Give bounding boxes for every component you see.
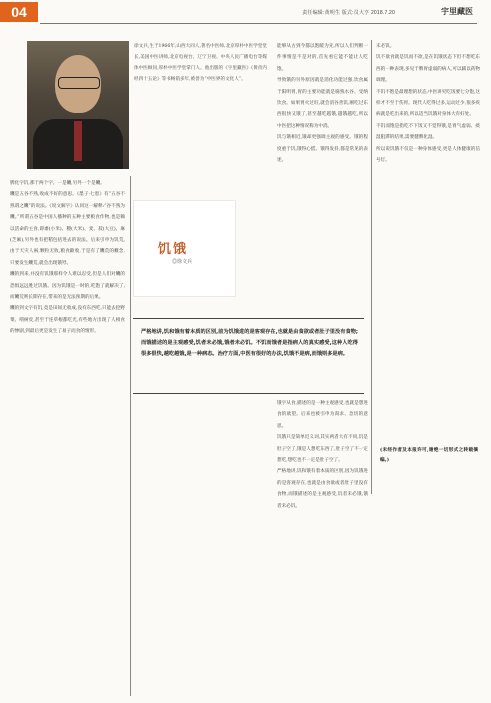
page-header xyxy=(0,0,491,24)
paragraph: 未必饥。 xyxy=(376,44,395,49)
page-number: 04 xyxy=(0,2,38,22)
paragraph: 饑的到文字有饥,竟是田间无收成,没有东西吃,只能去挖野菜、啃树皮,甚至于连草根都吃光,有些地方出现了人相食的惨剧,到最后更是发生了易子而食的情形。 xyxy=(10,306,125,335)
paragraph: 所以说饥饿不仅是一种身体感受,更是人体健康的信号灯。 xyxy=(376,146,480,164)
column-brand: 宇里藏医 xyxy=(441,7,473,16)
paragraph: 饑的到来,并没有饥饿那样令人难以忍受,但是人们对饑的恐惧远远胜过饥饿。因为饥饿是一时的,吃饱了就解决了,而饑荒则长期存在,带来的是无法预期的后果。 xyxy=(10,272,125,301)
column-divider xyxy=(371,40,372,494)
author-photo xyxy=(27,41,129,169)
article-column-middle-top xyxy=(277,41,368,309)
article-title: 饥饿 xyxy=(158,242,189,257)
paragraph: 饥不欲食就是饥而不欲,是在饥饿状态下但不想吃东西的一种表现,多见于脾胃虚弱的病人,可以辅以药物调理。 xyxy=(376,55,480,84)
paragraph: 脾化字饥,那于两个字。一是饑,另外一个是饑。 xyxy=(10,181,105,186)
paragraph: 饥饿只是简单近义词,其实两者大有不同,饥是肚子空了,饿是人想吃东西了,肚子空了不一定想吃,想吃也不一定是肚子空了。 xyxy=(277,435,368,464)
paragraph: 严格地讲,饥和饿有着本质的区别,因为饥饿进的是客观存在,也就是由食欲或者肚子里没有食物,而饿描述的是主观感受,饥者未必饿,饿者未必饥。 xyxy=(277,469,368,509)
header-rule xyxy=(40,23,477,24)
author-bio: 徐文兵,生于1966年,山西大同人,著名中医师,北京厚朴中医学堂堂长,美国中医讲师,北京电视台、辽宁卫视、中央人民广播电台等媒体中医顾问,厚朴中医学堂掌门人。他出版的《字里藏医》《黄帝内经四十五论》等书畅销多年,被誉为“中医界的文化人”。 xyxy=(134,44,267,82)
paragraph: 饿字从食,描述的是一种主观感受,也就是想进食的欲望。后来也被引申为渴求、急切的意思。 xyxy=(277,401,368,429)
paragraph: 饥与饿相近,饿却更强调主观的感受。饿的程度重于饥,饿得心慌、饿得发抖,都是常见的表述。 xyxy=(277,135,368,164)
copyright-note: (未经作者及本报许可,谢绝一切形式之转载摘编。) xyxy=(380,448,478,463)
column-divider xyxy=(130,176,131,696)
paragraph: 不饥而饱是指吃不下饭又不觉得饿,是胃气虚弱、痰湿阻滞的结果,需要健脾化湿。 xyxy=(376,123,480,141)
paragraph: 饑是五谷不熟,收成不好的意思。《墨子·七患》有“五谷不熟谓之饑”的说法。《说文解字》认同这一解释:“谷不熟为饑。”所谓五谷是中国人播种的五种主要粮食作物,也是赖以活命的主食,即黍(小米)、稷(大米)、麦、菽(大豆)、麻(芝麻),另外也有把稻包括进去的说法。后来引申为饥荒,由于天灾人祸,颗粒无收,粮食歉收,于是有了饑荒的概念,只要发生饑荒,就会出现饿殍。 xyxy=(10,192,125,266)
editor-info: 责任编辑:黄明生 版式:员大亨 2018.7.20 xyxy=(302,10,395,16)
paragraph: 能够从古到今都以饱暖为先,所以人们判断一件事情是不是对的,首先看它能不能让人吃饱。 xyxy=(277,44,368,72)
pull-quote: 严格地讲,饥和饿有着本质的区别,前为饥饿进的是客观存在,也就是由食欲或者肚子里没有食物;而饿描述的是主观感受,饥者未必饿,饿者未必饥。不饥而饿者是指病人的真实感受,这种人吃得很多很快,越吃越饿,是一种病态。治疗方面,中医有很好的办法,饥饿不是病,而饿则多是病。 xyxy=(133,318,364,394)
paragraph: 不饥不饱是最理想的状态,中医讲究吃饭要七分饱,这样才不至于伤胃。现代人吃得过多,运动过少,很多疾病就是吃出来的,所以适当饥饿对身体大有好处。 xyxy=(376,89,480,118)
paragraph: 导致饿的另外原因就是消化功能过强,饮食属于阳明胃,胃的主要功能就是腐熟水谷、受纳饮食。如果胃火过旺,就会消谷善饥,刚吃过东西很快又饿了,甚至越吃越饿,越饿越吃,所以中医把这种情况称为中消。 xyxy=(277,78,368,129)
article-byline: ◎徐文兵 xyxy=(172,259,193,265)
article-column-middle-bottom xyxy=(277,398,368,694)
article-column-left xyxy=(10,178,125,694)
article-column-right xyxy=(376,41,480,441)
